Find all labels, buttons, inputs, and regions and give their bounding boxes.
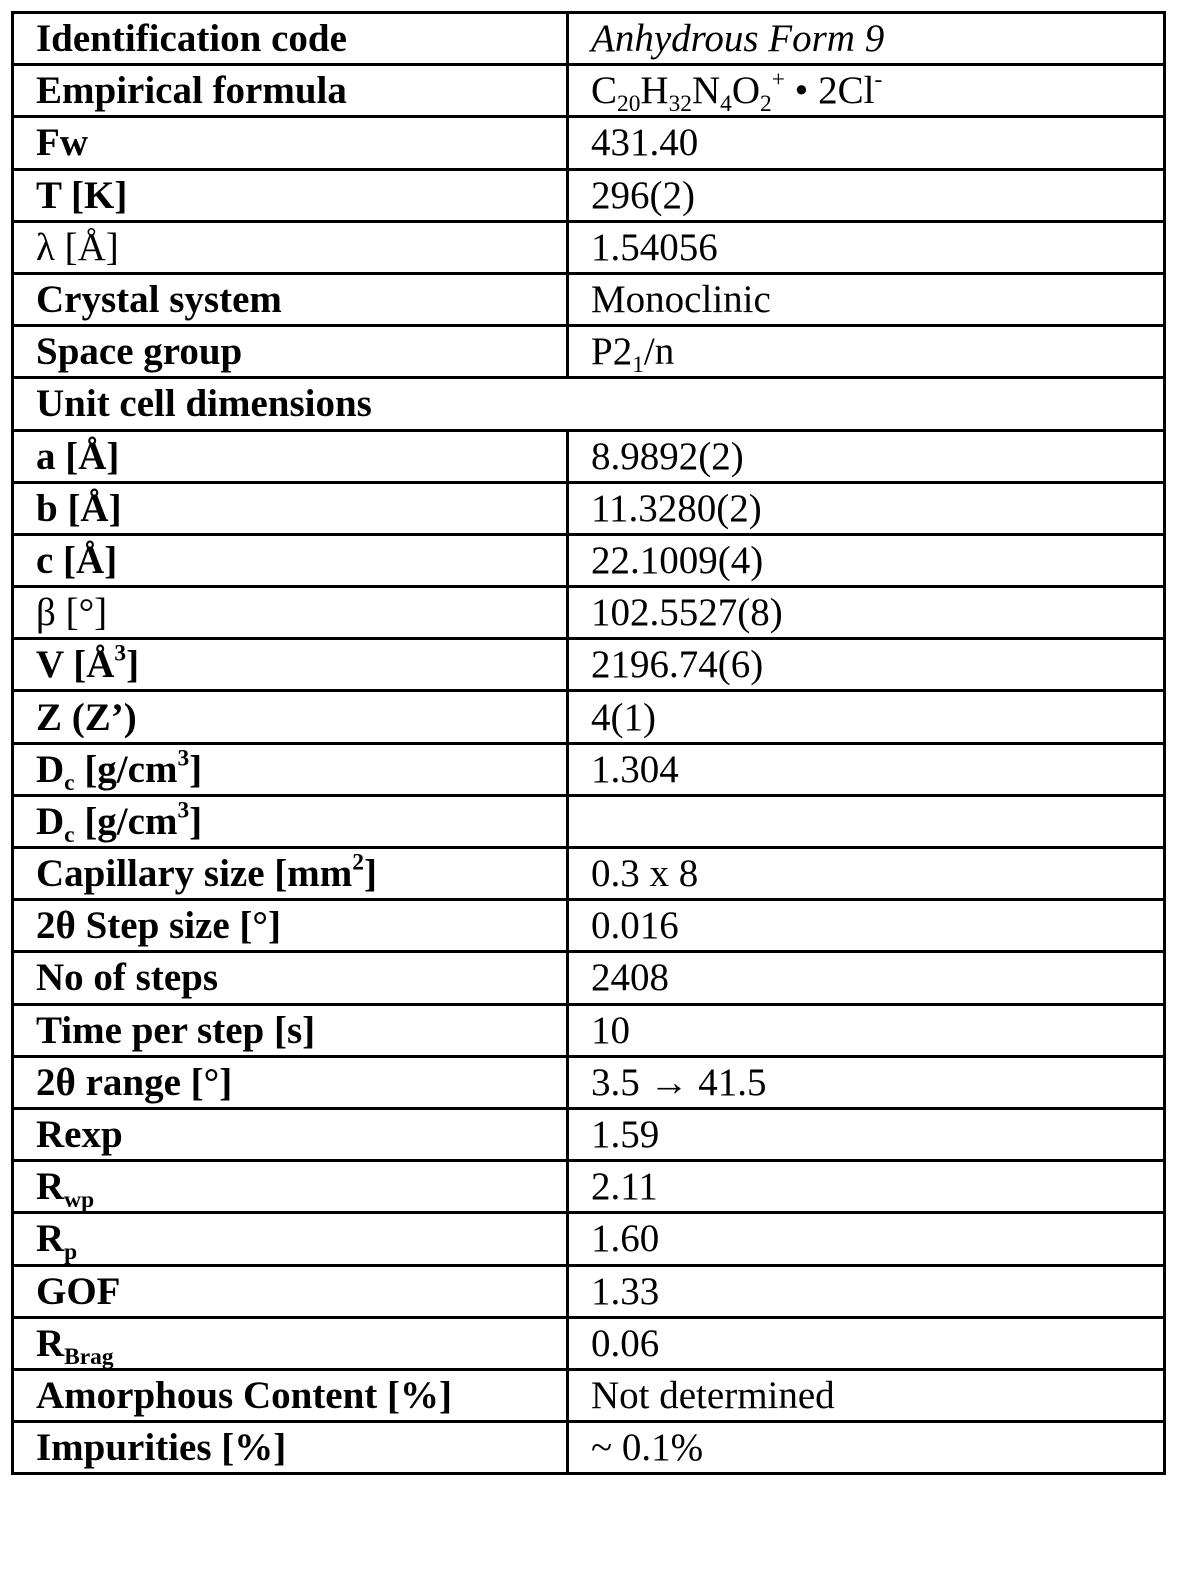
row-value	[568, 1004, 1165, 1056]
row-label	[13, 1369, 568, 1421]
cell-text: O	[732, 69, 760, 112]
row-label	[13, 273, 568, 325]
table-row-identification	[13, 13, 1165, 65]
row-value	[568, 639, 1165, 691]
cell-text: ]	[189, 800, 202, 843]
cell-text: 0.06	[591, 1322, 659, 1365]
cell-text: Unit cell dimensions	[36, 382, 372, 425]
row-value	[568, 952, 1165, 1004]
cell-text: T [K]	[36, 174, 127, 217]
row-label	[13, 691, 568, 743]
row-value	[568, 1317, 1165, 1369]
crystal-data-table	[11, 11, 1166, 1475]
row-value	[568, 743, 1165, 795]
cell-text: Empirical formula	[36, 69, 347, 112]
cell-text: D	[36, 800, 64, 843]
row-label	[13, 65, 568, 117]
table-row	[13, 743, 1165, 795]
cell-text: R	[36, 1322, 64, 1365]
row-value	[568, 221, 1165, 273]
row-label	[13, 1213, 568, 1265]
table-row	[13, 1265, 1165, 1317]
cell-text: Z (Z’)	[36, 696, 137, 739]
row-label	[13, 587, 568, 639]
row-label	[13, 482, 568, 534]
cell-text: 431.40	[591, 121, 698, 164]
row-value	[568, 1161, 1165, 1213]
table-row	[13, 1004, 1165, 1056]
cell-text: P2	[591, 330, 632, 373]
row-label	[13, 1161, 568, 1213]
cell-text: Amorphous Content [%]	[36, 1374, 452, 1417]
subscript-text: 4	[720, 91, 732, 117]
cell-text: Not determined	[591, 1374, 835, 1417]
cell-text: D	[36, 748, 64, 791]
cell-text: a [Å]	[36, 435, 119, 478]
table-row	[13, 378, 1165, 430]
cell-text: • 2Cl	[785, 69, 875, 112]
cell-text: ]	[189, 748, 202, 791]
row-label	[13, 1056, 568, 1108]
table-row	[13, 1369, 1165, 1421]
cell-text: 4(1)	[591, 696, 656, 739]
row-label	[13, 1422, 568, 1474]
table-row	[13, 587, 1165, 639]
cell-text: Capillary size [mm	[36, 852, 352, 895]
table-row	[13, 1422, 1165, 1474]
row-value	[568, 848, 1165, 900]
table-row	[13, 691, 1165, 743]
cell-text: 1.59	[591, 1113, 659, 1156]
table-row	[13, 1213, 1165, 1265]
row-label	[13, 743, 568, 795]
cell-text: β [°]	[36, 591, 107, 634]
row-label	[13, 795, 568, 847]
cell-text: 2408	[591, 956, 669, 999]
row-value	[568, 273, 1165, 325]
row-value	[568, 1422, 1165, 1474]
row-value	[568, 65, 1165, 117]
row-value	[568, 169, 1165, 221]
table-row	[13, 795, 1165, 847]
row-value	[568, 1108, 1165, 1160]
row-value	[568, 430, 1165, 482]
cell-text: [g/cm	[75, 800, 178, 843]
cell-text: 102.5527(8)	[591, 591, 783, 634]
cell-text: 2196.74(6)	[591, 643, 763, 686]
row-label	[13, 117, 568, 169]
supscript-text: -	[874, 67, 882, 93]
row-value	[568, 1056, 1165, 1108]
table-row	[13, 169, 1165, 221]
cell-text: 2θ Step size [°]	[36, 904, 281, 947]
cell-text: 2θ range [°]	[36, 1061, 232, 1104]
cell-text: 0.016	[591, 904, 679, 947]
cell-text: ~ 0.1%	[591, 1426, 703, 1469]
row-label	[13, 900, 568, 952]
table-row	[13, 639, 1165, 691]
cell-text: H	[640, 69, 668, 112]
row-label	[13, 952, 568, 1004]
supscript-text: 3	[177, 798, 189, 824]
cell-text: N	[692, 69, 720, 112]
row-label	[13, 326, 568, 378]
table-row	[13, 1317, 1165, 1369]
supscript-text: 3	[177, 745, 189, 771]
cell-text: 296(2)	[591, 174, 695, 217]
table-row	[13, 900, 1165, 952]
row-label	[13, 1108, 568, 1160]
subscript-text: Brag	[64, 1344, 113, 1370]
subscript-text: 1	[632, 352, 644, 378]
row-label	[13, 430, 568, 482]
table-row	[13, 848, 1165, 900]
cell-text: Monoclinic	[591, 278, 771, 321]
cell-text: Crystal system	[36, 278, 282, 321]
row-label	[13, 848, 568, 900]
row-value	[568, 587, 1165, 639]
cell-text: 1.33	[591, 1270, 659, 1313]
table-row	[13, 430, 1165, 482]
cell-text: V [Å	[36, 643, 114, 686]
row-label	[13, 221, 568, 273]
supscript-text: 3	[114, 641, 126, 667]
row-value	[568, 900, 1165, 952]
cell-text: 1.54056	[591, 226, 718, 269]
row-label	[13, 639, 568, 691]
row-value	[568, 482, 1165, 534]
row-label	[13, 378, 1165, 430]
table-row	[13, 1056, 1165, 1108]
row-value	[568, 534, 1165, 586]
row-value	[568, 691, 1165, 743]
cell-text: λ [Å]	[36, 226, 119, 269]
cell-text: 0.3 x 8	[591, 852, 698, 895]
table-row	[13, 952, 1165, 1004]
cell-text: 1.60	[591, 1217, 659, 1260]
subscript-text: 32	[669, 91, 692, 117]
cell-text: ]	[126, 643, 139, 686]
cell-text: C	[591, 69, 617, 112]
table-row	[13, 534, 1165, 586]
supscript-text: +	[772, 67, 785, 93]
cell-text: 1.304	[591, 748, 679, 791]
cell-text: 10	[591, 1009, 630, 1052]
cell-text: R	[36, 1165, 64, 1208]
row-value	[568, 1213, 1165, 1265]
subscript-text: wp	[64, 1187, 94, 1213]
cell-text: b [Å]	[36, 487, 122, 530]
table-row	[13, 1161, 1165, 1213]
table-row	[13, 1108, 1165, 1160]
cell-text: 3.5 → 41.5	[591, 1061, 767, 1104]
row-value	[568, 1369, 1165, 1421]
subscript-text: c	[64, 770, 74, 796]
row-label	[13, 534, 568, 586]
table-row	[13, 273, 1165, 325]
supscript-text: 2	[352, 850, 364, 876]
table-row	[13, 65, 1165, 117]
cell-text: 8.9892(2)	[591, 435, 744, 478]
row-label	[13, 169, 568, 221]
row-label	[13, 1265, 568, 1317]
table-row	[13, 221, 1165, 273]
cell-text: Fw	[36, 121, 88, 164]
cell-text: GOF	[36, 1270, 121, 1313]
row-label: Identification code	[13, 13, 568, 65]
row-value	[568, 1265, 1165, 1317]
table-row	[13, 326, 1165, 378]
cell-text: Impurities [%]	[36, 1426, 286, 1469]
row-label	[13, 1317, 568, 1369]
subscript-text: c	[64, 822, 74, 848]
subscript-text: 20	[617, 91, 640, 117]
cell-text: Time per step [s]	[36, 1009, 315, 1052]
subscript-text: 2	[760, 91, 772, 117]
cell-text: [g/cm	[75, 748, 178, 791]
cell-text: 22.1009(4)	[591, 539, 763, 582]
cell-text: No of steps	[36, 956, 218, 999]
cell-text: Space group	[36, 330, 242, 373]
cell-text: /n	[644, 330, 674, 373]
table-row	[13, 482, 1165, 534]
cell-text: 11.3280(2)	[591, 487, 762, 530]
cell-text: R	[36, 1217, 64, 1260]
cell-text: 2.11	[591, 1165, 658, 1208]
row-label	[13, 1004, 568, 1056]
row-value	[568, 326, 1165, 378]
cell-text: c [Å]	[36, 539, 117, 582]
cell-text: Rexp	[36, 1113, 123, 1156]
subscript-text: p	[64, 1240, 77, 1266]
table-row	[13, 117, 1165, 169]
row-value	[568, 117, 1165, 169]
cell-text: ]	[364, 852, 377, 895]
row-value	[568, 795, 1165, 847]
row-value: Anhydrous Form 9	[568, 13, 1165, 65]
